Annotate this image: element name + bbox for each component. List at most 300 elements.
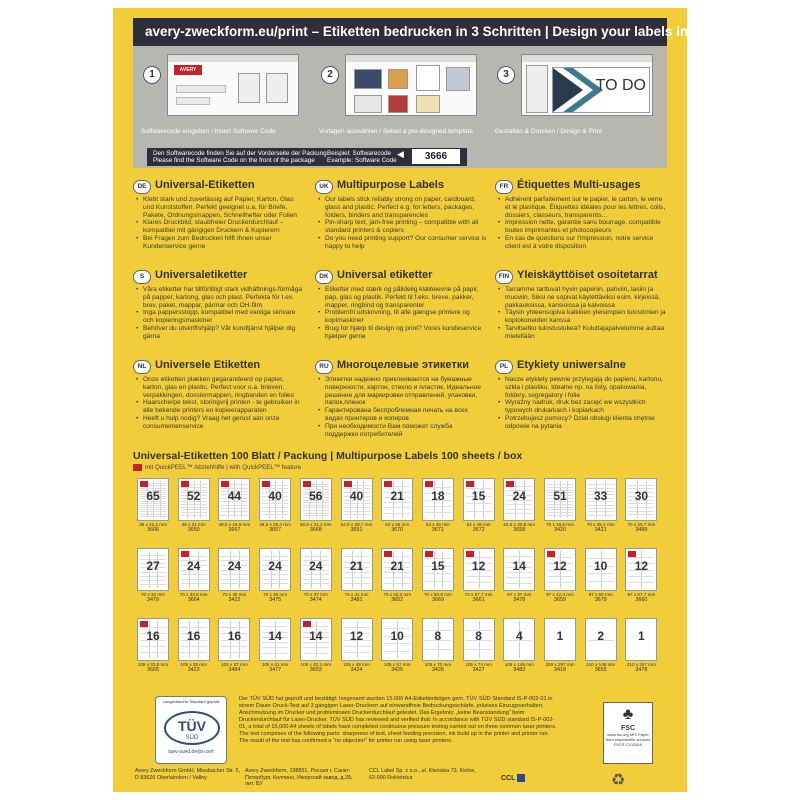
product-card: [218, 478, 250, 532]
quickpeel-icon: [466, 551, 474, 557]
product-code: 3664: [187, 597, 200, 603]
label-size: 200 x 297 mm: [545, 662, 575, 667]
product-card: [422, 618, 454, 672]
lang-block-ru: [315, 360, 487, 450]
product-code: 3667: [228, 527, 241, 533]
product-code: 3425: [391, 667, 404, 673]
product-card: [585, 618, 617, 672]
product-code: 3483: [513, 667, 526, 673]
lang-bullet: • Våra etiketter har tillförlitligt stark vidhäftnings-förmåga på papper, kartong, glas och plast. Perfekta för t.ex. brev, paket, mappar, pärmar och OH-film: [133, 286, 305, 309]
lang-code-badge: RU: [315, 360, 333, 374]
lang-bullet: • Our labels stick reliably strong on paper, cardboard, glass and plastic. Perfect e.g. for letters, packages, folders, binders and transparencies: [315, 196, 487, 219]
quickpeel-icon: [303, 481, 311, 487]
label-sheet-icon: [422, 478, 454, 521]
label-size: 105 x 37 mm: [221, 662, 248, 667]
quickpeel-icon: [547, 551, 555, 557]
recycle-icon: ♻: [611, 772, 626, 789]
lang-bullet: • Do you need printing support? Our consumer service is happy to help: [315, 235, 487, 251]
label-size: 70 x 29,7 mm: [627, 522, 656, 527]
label-size: 70 x 67,7 mm: [464, 592, 493, 597]
product-card: [422, 548, 454, 602]
avery-logo: AVERY: [174, 65, 202, 75]
product-code: 3668: [309, 527, 322, 533]
lang-bullet: • Klebt stark und zuverlässig auf Papier, Karton, Glas und Kunststoffen. Perfekt geeignet u.a. für Briefe, Pakete, Ordnungsmappen, Schnellhefter oder Folien: [133, 196, 305, 219]
ccl-logo: [501, 774, 525, 782]
label-size: 97 x 42,3 mm: [546, 592, 574, 597]
tuv-logo-text: TÜV: [178, 718, 206, 734]
label-sheet-icon: [585, 618, 617, 661]
lang-title: Universele Etiketten: [155, 359, 261, 371]
label-size: 70 x 32 mm: [141, 592, 165, 597]
product-code: 3671: [431, 527, 444, 533]
product-card: [178, 478, 210, 532]
product-grid: [133, 478, 667, 688]
label-sheet-icon: [625, 478, 657, 521]
info-example-de: Beispiel: Softwarecode: [327, 150, 392, 157]
label-size: 64 x 36 mm: [385, 522, 410, 527]
label-sheet-icon: [503, 548, 535, 591]
products-title: Universal-Etiketten 100 Blatt / Packung | Multipurpose Labels 100 sheets / box: [133, 450, 523, 462]
label-sheet-icon: [218, 548, 250, 591]
step-2: [315, 50, 485, 142]
label-sheet-icon: [218, 618, 250, 661]
label-sheet-icon: [178, 618, 210, 661]
labels-per-sheet: 33: [594, 489, 608, 503]
label-sheet-icon: [259, 478, 291, 521]
lang-block-uk: [315, 180, 487, 270]
labels-per-sheet: 1: [638, 629, 645, 643]
label-size: 105 x 35 mm: [180, 662, 207, 667]
lang-title: Yleiskäyttöiset osoitetarrat: [517, 269, 658, 281]
quickpeel-icon: [133, 464, 142, 471]
quickpeel-icon: [384, 551, 392, 557]
labels-per-sheet: 24: [268, 559, 282, 573]
lang-title: Universaletiketter: [155, 269, 248, 281]
quickpeel-icon: [466, 481, 474, 487]
labels-per-sheet: 27: [146, 559, 160, 573]
labels-per-sheet: 8: [434, 629, 442, 643]
steps: [133, 50, 667, 142]
products-subtitle-text: mit QuickPEEL™ Abziehhilfe | with QuickPEEL™ feature: [145, 464, 302, 472]
step-number: 1: [143, 66, 161, 84]
label-size: 48 x 21 mm: [181, 522, 206, 527]
product-code: 3658: [513, 527, 526, 533]
labels-per-sheet: 16: [187, 629, 201, 643]
product-code: 3426: [431, 667, 444, 673]
products-subtitle: [133, 464, 301, 471]
label-size: 105 x 74 mm: [465, 662, 492, 667]
label-sheet-icon: [585, 548, 617, 591]
label-size: 70 x 33,8 mm: [179, 592, 208, 597]
label-size: 64 x 45 mm: [425, 522, 450, 527]
product-card: [341, 548, 373, 602]
address-de: Avery Zweckform GmbH, Miesbacher Str. 5, D 83626 Oberlaindern / Valley: [135, 768, 241, 781]
label-size: 64 x 48 mm: [466, 522, 491, 527]
label-sheet-icon: [463, 548, 495, 591]
label-size: 52,5 x 21,2 mm: [299, 522, 332, 527]
product-code: 3666: [147, 527, 159, 533]
quickpeel-icon: [140, 621, 148, 627]
quickpeel-icon: [344, 481, 352, 487]
product-code: 3669: [431, 597, 444, 603]
labels-per-sheet: 21: [349, 559, 364, 573]
lang-bullet: • Этикетки надежно приклеиваются на бумажные поверхности, картон, стекло и пластик. Идеальное решение для маркировки отправлений, упаковки, папок,пленок: [315, 376, 487, 407]
product-card: [218, 548, 250, 602]
label-sheet-icon: [341, 548, 373, 591]
product-code: 3475: [269, 597, 282, 603]
print-steps-banner: [133, 18, 739, 168]
tuv-logo: [164, 711, 220, 745]
product-card: [503, 618, 535, 672]
label-sheet-icon: [178, 478, 210, 521]
label-size: 70 x 50,8 mm: [423, 592, 452, 597]
label-size: 105 x 148 mm: [504, 662, 534, 667]
info-de: Den Softwarecode finden Sie auf der Vorderseite der Packung: [153, 150, 327, 157]
label-sheet-icon: [137, 478, 169, 521]
product-code: 3479: [147, 597, 159, 603]
label-size: 210 x 297 mm: [626, 662, 656, 667]
label-size: 48,5 x 16,9 mm: [218, 522, 251, 527]
lang-code-badge: DK: [315, 270, 333, 284]
product-card: [422, 478, 454, 532]
lang-bullet: • Behöver du utskriftshjälp? Vår kundtjänst hjälper dig gärna: [133, 325, 305, 341]
lang-bullet: • Inga pappersstopp, kompatibel med vanliga skrivare och kopieringsmaskiner: [133, 309, 305, 325]
label-sheet-icon: [137, 548, 169, 591]
product-code: 3661: [472, 597, 485, 603]
step-number: 2: [321, 66, 339, 84]
product-code: 3474: [309, 597, 322, 603]
label-sheet-icon: [625, 618, 657, 661]
lang-code-badge: NL: [133, 360, 151, 374]
lang-block-de: [133, 180, 305, 270]
product-card: [300, 618, 332, 672]
label-sheet-icon: [300, 478, 332, 521]
label-sheet-icon: [463, 618, 495, 661]
step-3-screenshot: [521, 54, 653, 116]
product-card: [625, 478, 657, 532]
lang-bullet: • En cas de questions sur l'impression, notre service client est à votre disposition: [495, 235, 667, 251]
quickpeel-icon: [425, 481, 433, 487]
labels-per-sheet: 56: [309, 489, 323, 503]
address-pl: CCL Label Sp. z o.o., ul. Kleniska 73, Kielce, 62-090 Rokietnica: [369, 768, 476, 781]
step-2-screenshot: [345, 54, 477, 116]
label-sheet-icon: [463, 478, 495, 521]
label-sheet-icon: [422, 618, 454, 661]
lang-code-badge: S: [133, 270, 151, 284]
product-card: [218, 618, 250, 672]
labels-per-sheet: 40: [268, 489, 282, 503]
step-caption: Vorlagen auswählen / Select a pre-designed template: [319, 128, 473, 135]
labels-per-sheet: 12: [553, 559, 567, 573]
product-code: 3653: [309, 667, 322, 673]
product-card: [137, 548, 169, 602]
product-card: [463, 548, 495, 602]
product-card: [585, 478, 617, 532]
lang-bullet: • Nasze etykiety pewnie przylegają do papieru, kartonu, szkła i plastiku. Idealne np. na listy, opakowania, foldery, segregatory i folie: [495, 376, 667, 399]
lang-block-pl: [495, 360, 667, 450]
lang-bullet: • Heeft u hulp nodig? Vraag het gerust aan onze consumentenservice: [133, 415, 305, 431]
info-example-en: Example: Software Code: [327, 157, 397, 164]
footer: [133, 690, 667, 790]
product-code: 3660: [635, 597, 648, 603]
product-code: 3672: [472, 527, 485, 533]
lang-bullet: • Täysin yhteensopiva kaikkien yleisimpien tulostimien ja kopiokoneiden kanssa: [495, 309, 667, 325]
lang-bullet: • Potrzebujesz pomocy? Dział obsługi klienta chętnie odpowie na pytania: [495, 415, 667, 431]
labels-per-sheet: 24: [227, 559, 242, 573]
lang-bullet: • Klares Druckbild, staubfreier Druckerdurchlauf – kompatibel mit gängigen Druckern & Kopierern: [133, 219, 305, 235]
product-code: 3670: [391, 527, 404, 533]
labels-per-sheet: 18: [431, 489, 445, 503]
labels-per-sheet: 14: [268, 629, 282, 643]
lang-block-fin: [495, 270, 667, 360]
label-sheet-icon: [422, 548, 454, 591]
label-size: 105 x 42,3 mm: [300, 662, 331, 667]
lang-bullet: • Tarvitsetko tulostustukea? Kuluttajapalvelumme auttaa mielellään: [495, 325, 667, 341]
product-card: [137, 478, 169, 532]
lang-title: Étiquettes Multi-usages: [517, 179, 641, 191]
labels-per-sheet: 10: [594, 559, 608, 573]
product-code: 3484: [228, 667, 241, 673]
label-size: 97 x 55 mm: [588, 592, 613, 597]
product-code: 3478: [513, 597, 526, 603]
lang-bullet: • Adhérent parfaitement sur le papier, le carton, le verre et le plastique. Étiquettes idéales pour les lettres, colis, dossiers, classeurs, transparents…: [495, 196, 667, 219]
product-code: 3657: [269, 527, 282, 533]
label-size: 70 x 41 mm: [344, 592, 369, 597]
quickpeel-icon: [181, 551, 189, 557]
label-sheet-icon: [381, 618, 413, 661]
product-code: 3481: [350, 597, 363, 603]
product-code: 3655: [594, 667, 607, 673]
product-code: 3477: [269, 667, 282, 673]
product-card: [544, 618, 576, 672]
label-sheet-icon: [544, 548, 576, 591]
banner-url[interactable]: avery-zweckform.eu/print: [145, 24, 308, 39]
to-do-text: TO DO: [595, 77, 646, 94]
labels-per-sheet: 40: [349, 489, 364, 503]
info-en: Please find the Software Code on the front of the package: [153, 157, 315, 164]
product-card: [625, 618, 657, 672]
labels-per-sheet: 24: [187, 559, 201, 573]
lang-bullet: • Brug for hjælp til design og print? Vores kundeservice hjælper gerne: [315, 325, 487, 341]
lang-code-badge: FR: [495, 180, 513, 194]
label-sheet-icon: [341, 478, 373, 521]
label-sheet-icon: [300, 618, 332, 661]
lang-block-s: [133, 270, 305, 360]
lang-code-badge: UK: [315, 180, 333, 194]
label-package-back: [113, 8, 739, 792]
product-card: [381, 618, 413, 672]
labels-per-sheet: 24: [512, 489, 526, 503]
labels-per-sheet: 15: [431, 559, 445, 573]
software-code-info: [147, 148, 467, 166]
quickpeel-icon: [506, 481, 514, 487]
label-size: 48,5 x 25,4 mm: [259, 522, 291, 527]
lang-title: Многоцелевые этикетки: [337, 359, 470, 371]
labels-per-sheet: 65: [146, 489, 160, 503]
label-size: 70 x 37 mm: [303, 592, 328, 597]
product-card: [300, 478, 332, 532]
label-sheet-icon: [503, 478, 535, 521]
step-1-screenshot: [167, 54, 299, 116]
labels-per-sheet: 14: [512, 559, 526, 573]
lang-bullet: • Haarscherpe tekst, storingvrij printen - te gebruiken in alle bekende printers en kopieerapparaten: [133, 399, 305, 415]
labels-per-sheet: 24: [309, 559, 323, 573]
lang-bullet: • Wyraźny nadruk, druk bez zacięć we wszystkich typowych drukarkach i kopiarkach: [495, 399, 667, 415]
label-size: 105 x 57 mm: [383, 662, 411, 667]
product-card: [259, 478, 291, 532]
product-card: [137, 618, 169, 672]
arrow-left-icon: ◀: [397, 149, 404, 159]
labels-per-sheet: 8: [475, 629, 482, 643]
fsc-name: FSC: [621, 725, 635, 732]
product-card: [259, 548, 291, 602]
label-sheet-icon: [341, 618, 373, 661]
labels-per-sheet: 30: [634, 489, 649, 503]
step-number: 3: [497, 66, 515, 84]
label-size: 70 x 16,9 mm: [546, 522, 574, 527]
label-size: 38 x 21,2 mm: [139, 522, 167, 527]
product-code: 3650: [187, 527, 200, 533]
labels-per-sheet: 12: [349, 629, 364, 643]
product-code: 3423: [187, 667, 200, 673]
step-caption: Gestalten & Drucken / Design & Print: [495, 128, 602, 135]
product-code: 3659: [554, 597, 566, 603]
labels-per-sheet: 15: [471, 489, 486, 503]
tuv-seal-url: tuev-sued.de/ps-zert: [168, 749, 214, 755]
product-card: [463, 478, 495, 532]
lang-bullet: • Pin-sharp text, jam-free printing – compatible with all standard printers & copiers: [315, 219, 487, 235]
lang-bullet: • Гарантирована беспроблемная печать на всех видах принтеров и копиров: [315, 407, 487, 423]
label-sheet-icon: [381, 548, 413, 591]
fsc-logo: [603, 702, 653, 764]
lang-code-badge: FIN: [495, 270, 513, 284]
quickpeel-icon: [262, 481, 270, 487]
label-size: 105 x 33,8 mm: [137, 662, 169, 667]
product-code: 3418: [554, 667, 566, 673]
lang-code-badge: DE: [133, 180, 151, 194]
product-card: [625, 548, 657, 602]
product-card: [300, 548, 332, 602]
language-descriptions: [133, 180, 667, 450]
lang-title: Universal etiketter: [337, 269, 433, 281]
lang-block-nl: [133, 360, 305, 450]
label-sheet-icon: [259, 618, 291, 661]
label-sheet-icon: [218, 478, 250, 521]
labels-per-sheet: 12: [471, 559, 486, 573]
product-code: 3421: [594, 527, 607, 533]
label-size: 105 x 70 mm: [424, 662, 452, 667]
product-card: [381, 548, 413, 602]
product-code: 3422: [228, 597, 241, 603]
label-sheet-icon: [300, 548, 332, 591]
product-code: 3679: [594, 597, 607, 603]
quickpeel-icon: [425, 551, 433, 557]
label-size: 64,6 x 33,8 mm: [503, 522, 536, 527]
labels-per-sheet: 2: [597, 629, 605, 643]
product-code: 3651: [350, 527, 363, 533]
label-size: 210 x 148 mm: [586, 662, 616, 667]
label-size: 70 x 35 mm: [222, 592, 247, 597]
step-3: [491, 50, 661, 142]
labels-per-sheet: 16: [227, 629, 242, 643]
product-code: 3420: [554, 527, 566, 533]
product-card: [178, 548, 210, 602]
certification-text: Der TÜV SÜD hat geprüft und bestätigt: Insgesamt wurden 15.000 A4-Etikettenbögen gem. TÜV SÜD Standard IS-P-002-01 in einem Dauer-Druck-Test auf 3 gängigen Laser-Druckern auf einwandfreie Bedruckungsschärfe, präzises Einzugsverhalten, Anschmutzung im Drucker und problemlosen Druckerdurchlauf getestet. Das Ergebnis: „keine Beanstandung“ beim Druckerdurchlauf für Laser-Drucker. TÜV SÜD has reviewed and verified that: In accordance with TÜV SÜD standard IS-P-002-01, a total of 15,000 A4 sheets of labels have completed continuous pressure testing carried out on three common laser printers. The test comprises of the following parts: sharpness of text, sheet feeding precision, ink build up in the printer and printer run. The result of the test has confirmed a "no objection" for printer run using laser printers.: [239, 696, 557, 744]
step-caption: Softwarecode eingeben / Insert Software Code: [141, 128, 276, 135]
label-size: 52,5 x 29,7 mm: [340, 522, 373, 527]
product-card: [381, 478, 413, 532]
product-card: [259, 618, 291, 672]
labels-per-sheet: 21: [390, 559, 404, 573]
lang-bullet: • Tarramme tarttuvat hyvin paperiin, pahviin, lasiin ja muoviin. Siksi ne sopivat käytettäviksi esim. kirjeissä, pakkauksissa, kansioissa ja kalvoissa: [495, 286, 667, 309]
quickpeel-icon: [303, 621, 311, 627]
label-size: 70 x 36 mm: [263, 592, 288, 597]
lang-bullet: • При необходимости Вам поможет служба поддержки потребителей: [315, 423, 487, 439]
labels-per-sheet: 21: [390, 489, 404, 503]
lang-bullet: • Onze etiketten plakken gegarandeerd op papier, karton, glas en plastic. Perfect voor o.a. brieven, verpakkingen, dossiermappen, ringbanden en folies: [133, 376, 305, 399]
label-sheet-icon: [503, 618, 535, 661]
product-code: 3424: [350, 667, 363, 673]
labels-per-sheet: 12: [634, 559, 649, 573]
ccl-logo-text: CCL: [501, 774, 516, 782]
label-sheet-icon: [544, 478, 576, 521]
labels-per-sheet: 16: [146, 629, 160, 643]
lang-bullet: • Etiketter med stærk og pålidelig klæbeevne på papir, pap, glas og plastik. Perfekt til f.eks. breve, pakker, mapper, ringbind og transparenter: [315, 286, 487, 309]
step-1: [137, 50, 307, 142]
product-card: [503, 548, 535, 602]
tree-icon: ♣: [622, 706, 634, 723]
product-card: [341, 478, 373, 532]
product-card: [544, 478, 576, 532]
tuv-logo-sub: SÜD: [185, 735, 199, 741]
labels-per-sheet: 14: [309, 629, 323, 643]
quickpeel-icon: [181, 481, 189, 487]
lang-bullet: • Bei Fragen zum Bedrucken hilft Ihnen unser Kundenservice gerne: [133, 235, 305, 251]
address-ru: Avery Zweckform, 198851, Россия г. Санкт-Петербург, Колпино, Ижорский завод, д.39, лит. БУ: [245, 768, 353, 787]
labels-per-sheet: 51: [553, 489, 567, 503]
label-size: 105 x 48 mm: [343, 662, 370, 667]
label-sheet-icon: [585, 478, 617, 521]
quickpeel-icon: [221, 481, 229, 487]
product-code: 3478: [635, 667, 648, 673]
quickpeel-icon: [140, 481, 148, 487]
product-card: [503, 478, 535, 532]
tuv-seal-top: Langzeitarchiv Standard geprüft: [162, 699, 220, 704]
label-sheet-icon: [544, 618, 576, 661]
banner-heading: – Etiketten bedrucken in 3 Schritten | Design your labels in 3 steps: [307, 24, 739, 39]
label-size: 97 x 37 mm: [507, 592, 532, 597]
labels-per-sheet: 52: [187, 489, 201, 503]
label-size: 105 x 41 mm: [261, 662, 289, 667]
lang-block-fr: [495, 180, 667, 270]
lang-code-badge: PL: [495, 360, 513, 374]
tuv-sud-seal: [155, 696, 227, 764]
lang-title: Universal-Etiketten: [155, 179, 255, 191]
lang-title: Multipurpose Labels: [337, 179, 444, 191]
product-card: [341, 618, 373, 672]
banner-title: [133, 18, 739, 46]
labels-per-sheet: 1: [556, 629, 564, 643]
lang-bullet: • Problemfri udskrivning, til alle gængse printere og kopimaskiner: [315, 309, 487, 325]
software-code: 3666: [412, 149, 460, 164]
quickpeel-icon: [384, 481, 392, 487]
product-code: 3427: [472, 667, 485, 673]
label-sheet-icon: [381, 478, 413, 521]
product-code: 3489: [635, 527, 648, 533]
labels-per-sheet: 10: [390, 629, 404, 643]
product-code: 3652: [391, 597, 404, 603]
label-size: 97 x 67,7 mm: [627, 592, 656, 597]
